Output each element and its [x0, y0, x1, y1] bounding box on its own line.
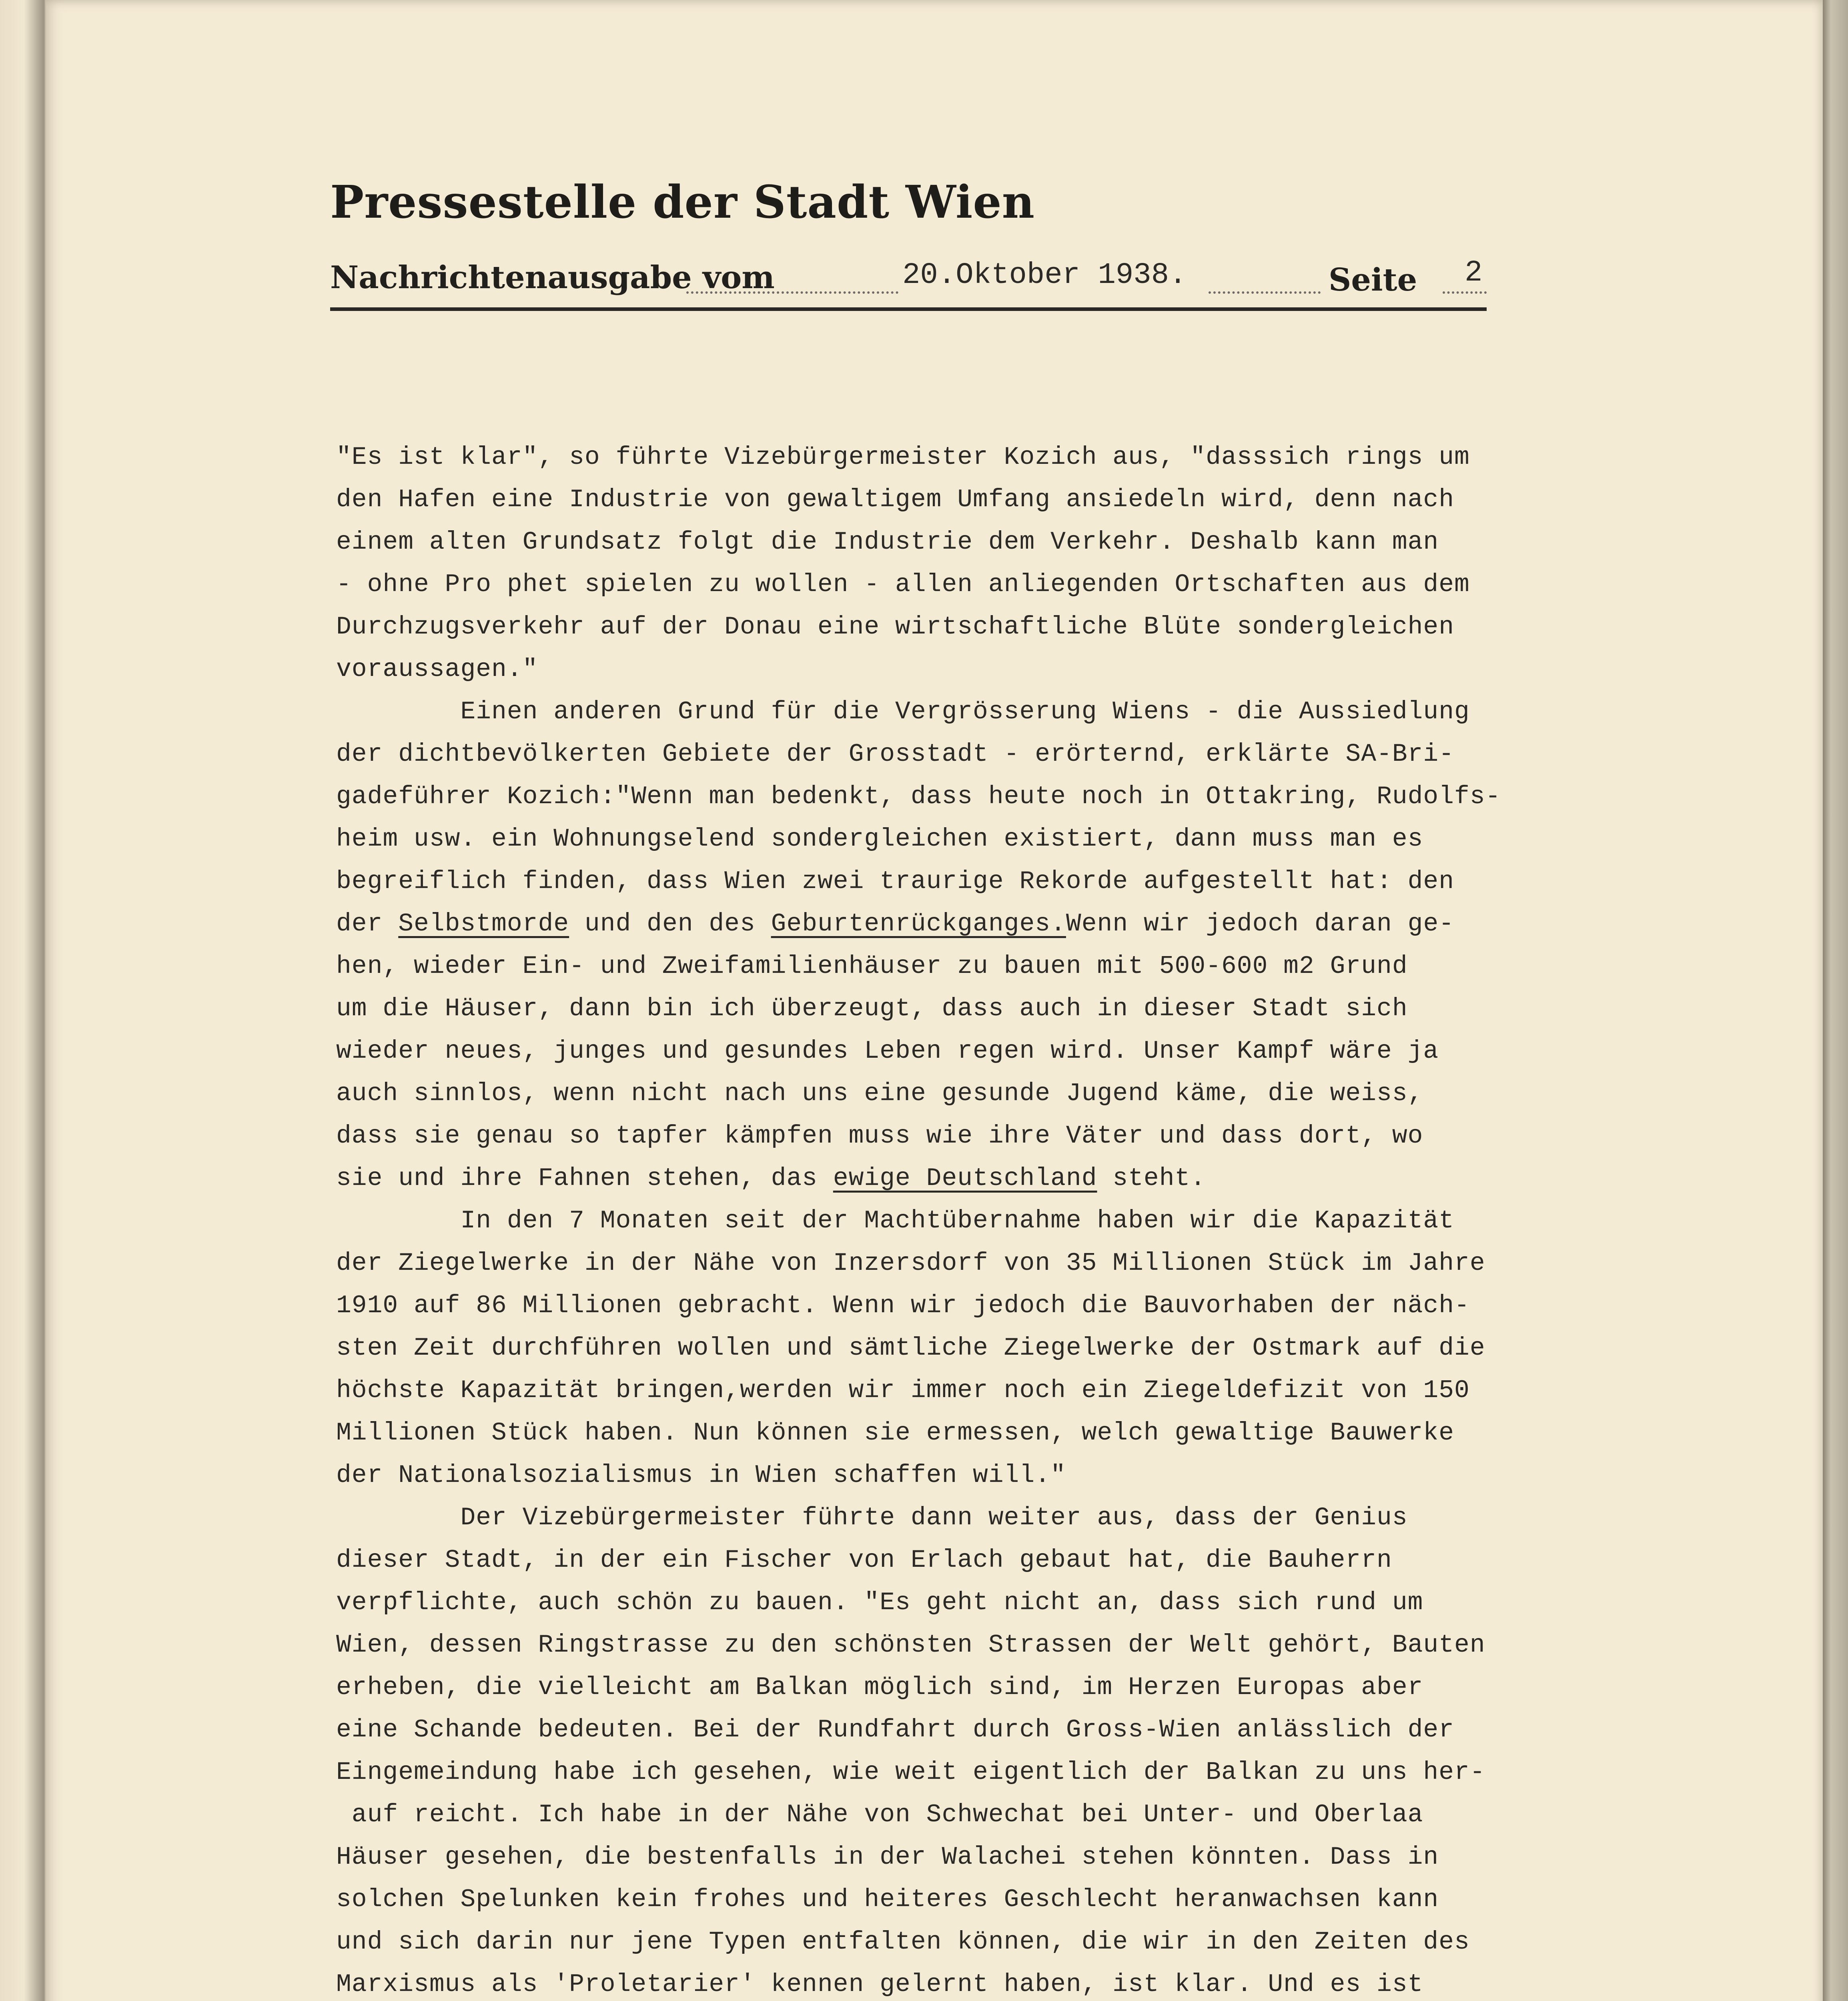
text-segment: der — [336, 910, 399, 938]
text-line: wieder neues, junges und gesundes Leben regen wird. Unser Kampf wäre ja — [336, 1037, 1439, 1065]
text-line: eine Schande bedeuten. Bei der Rundfahrt durch Gross-Wien anlässlich der — [336, 1716, 1455, 1744]
text-line: "Es ist klar", so führte Vizebürgermeister Kozich aus, "dasssich rings um — [336, 443, 1470, 471]
text-line: dass sie genau so tapfer kämpfen muss wie ihre Väter und dass dort, wo — [336, 1122, 1423, 1150]
text-line: Einen anderen Grund für die Vergrösserung Wiens - die Aussiedlung — [336, 698, 1470, 726]
text-segment: Wenn wir jedoch daran ge- — [1066, 910, 1455, 938]
text-line: und sich darin nur jene Typen entfalten können, die wir in den Zeiten des — [336, 1928, 1470, 1956]
text-line: der Ziegelwerke in der Nähe von Inzersdorf von 35 Millionen Stück im Jahre — [336, 1249, 1485, 1277]
text-segment: steht. — [1097, 1164, 1206, 1193]
right-page-edge — [1823, 0, 1848, 2001]
underlined-selbstmorde: Selbstmorde — [398, 910, 569, 938]
text-line: 1910 auf 86 Millionen gebracht. Wenn wir jedoch die Bauvorhaben der näch- — [336, 1291, 1470, 1320]
text-line: einem alten Grundsatz folgt die Industrie dem Verkehr. Deshalb kann man — [336, 528, 1439, 556]
text-line: Durchzugsverkehr auf der Donau eine wirtschaftliche Blüte sondergleichen — [336, 613, 1455, 641]
edition-line — [330, 251, 1487, 311]
underlined-ewige-deutschland: ewige Deutschland — [833, 1164, 1097, 1193]
text-segment: sie und ihre Fahnen stehen, das — [336, 1164, 833, 1193]
underlined-geburtenrueckgang: Geburtenrückganges. — [771, 910, 1066, 938]
text-line: dieser Stadt, in der ein Fischer von Erlach gebaut hat, die Bauherrn — [336, 1546, 1392, 1574]
text-line: In den 7 Monaten seit der Machtübernahme haben wir die Kapazität — [336, 1207, 1455, 1235]
text-line: heim usw. ein Wohnungselend sondergleichen existiert, dann muss man es — [336, 825, 1423, 853]
text-line: gadeführer Kozich:"Wenn man bedenkt, dass heute noch in Ottakring, Rudolfs- — [336, 782, 1501, 811]
dotted-leader — [686, 291, 898, 294]
text-line-underlined — [336, 1157, 1545, 1200]
dotted-leader — [1443, 291, 1487, 294]
left-book-spine — [0, 0, 46, 2001]
text-line: auch sinnlos, wenn nicht nach uns eine gesunde Jugend käme, die weiss, — [336, 1079, 1423, 1108]
text-line: begreiflich finden, dass Wien zwei traurige Rekorde aufgestellt hat: den — [336, 867, 1455, 896]
text-line: Millionen Stück haben. Nun können sie ermessen, welch gewaltige Bauwerke — [336, 1419, 1455, 1447]
text-line: verpflichte, auch schön zu bauen. "Es geht nicht an, dass sich rund um — [336, 1588, 1423, 1617]
text-line: sten Zeit durchführen wollen und sämtliche Ziegelwerke der Ostmark auf die — [336, 1334, 1485, 1362]
text-line: Wien, dessen Ringstrasse zu den schönsten Strassen der Welt gehört, Bauten — [336, 1631, 1485, 1659]
text-segment: und den des — [569, 910, 771, 938]
text-line: - ohne Pro phet spielen zu wollen - allen anliegenden Ortschaften aus dem — [336, 570, 1470, 599]
text-line: voraussagen." — [336, 655, 538, 684]
page-label: Seite — [1329, 262, 1417, 298]
text-line: den Hafen eine Industrie von gewaltigem Umfang ansiedeln wird, denn nach — [336, 485, 1455, 514]
text-line: um die Häuser, dann bin ich überzeugt, dass auch in dieser Stadt sich — [336, 994, 1408, 1023]
text-line: der dichtbevölkerten Gebiete der Grosstadt - erörternd, erklärte SA-Bri- — [336, 740, 1455, 768]
text-line: solchen Spelunken kein frohes und heiteres Geschlecht heranwachsen kann — [336, 1885, 1439, 1914]
text-line: erheben, die vielleicht am Balkan möglich sind, im Herzen Europas aber — [336, 1673, 1423, 1702]
text-line: hen, wieder Ein- und Zweifamilienhäuser zu bauen mit 500-600 m2 Grund — [336, 952, 1408, 980]
text-line: Häuser gesehen, die bestenfalls in der Walachei stehen könnten. Dass in — [336, 1843, 1439, 1871]
text-line: Der Vizebürgermeister führte dann weiter aus, dass der Genius — [336, 1504, 1408, 1532]
text-line-underlined — [336, 903, 1545, 945]
text-line: der Nationalsozialismus in Wien schaffen will." — [336, 1461, 1066, 1490]
dotted-leader — [1209, 291, 1321, 294]
text-line: auf reicht. Ich habe in der Nähe von Schwechat bei Unter- und Oberlaa — [336, 1800, 1423, 1829]
text-line: Eingemeindung habe ich gesehen, wie weit eigentlich der Balkan zu uns her- — [336, 1758, 1485, 1786]
text-line: Marxismus als 'Proletarier' kennen gelernt haben, ist klar. Und es ist — [336, 1970, 1423, 1999]
text-line: höchste Kapazität bringen,werden wir immer noch ein Ziegeldefizit von 150 — [336, 1376, 1470, 1405]
page-number: 2 — [1465, 256, 1483, 290]
letterhead-title: Pressestelle der Stadt Wien — [330, 176, 1035, 229]
edition-date: 20.Oktober 1938. — [902, 259, 1187, 292]
typewritten-body — [336, 436, 1545, 2001]
edition-label: Nachrichtenausgabe vom — [330, 259, 775, 296]
